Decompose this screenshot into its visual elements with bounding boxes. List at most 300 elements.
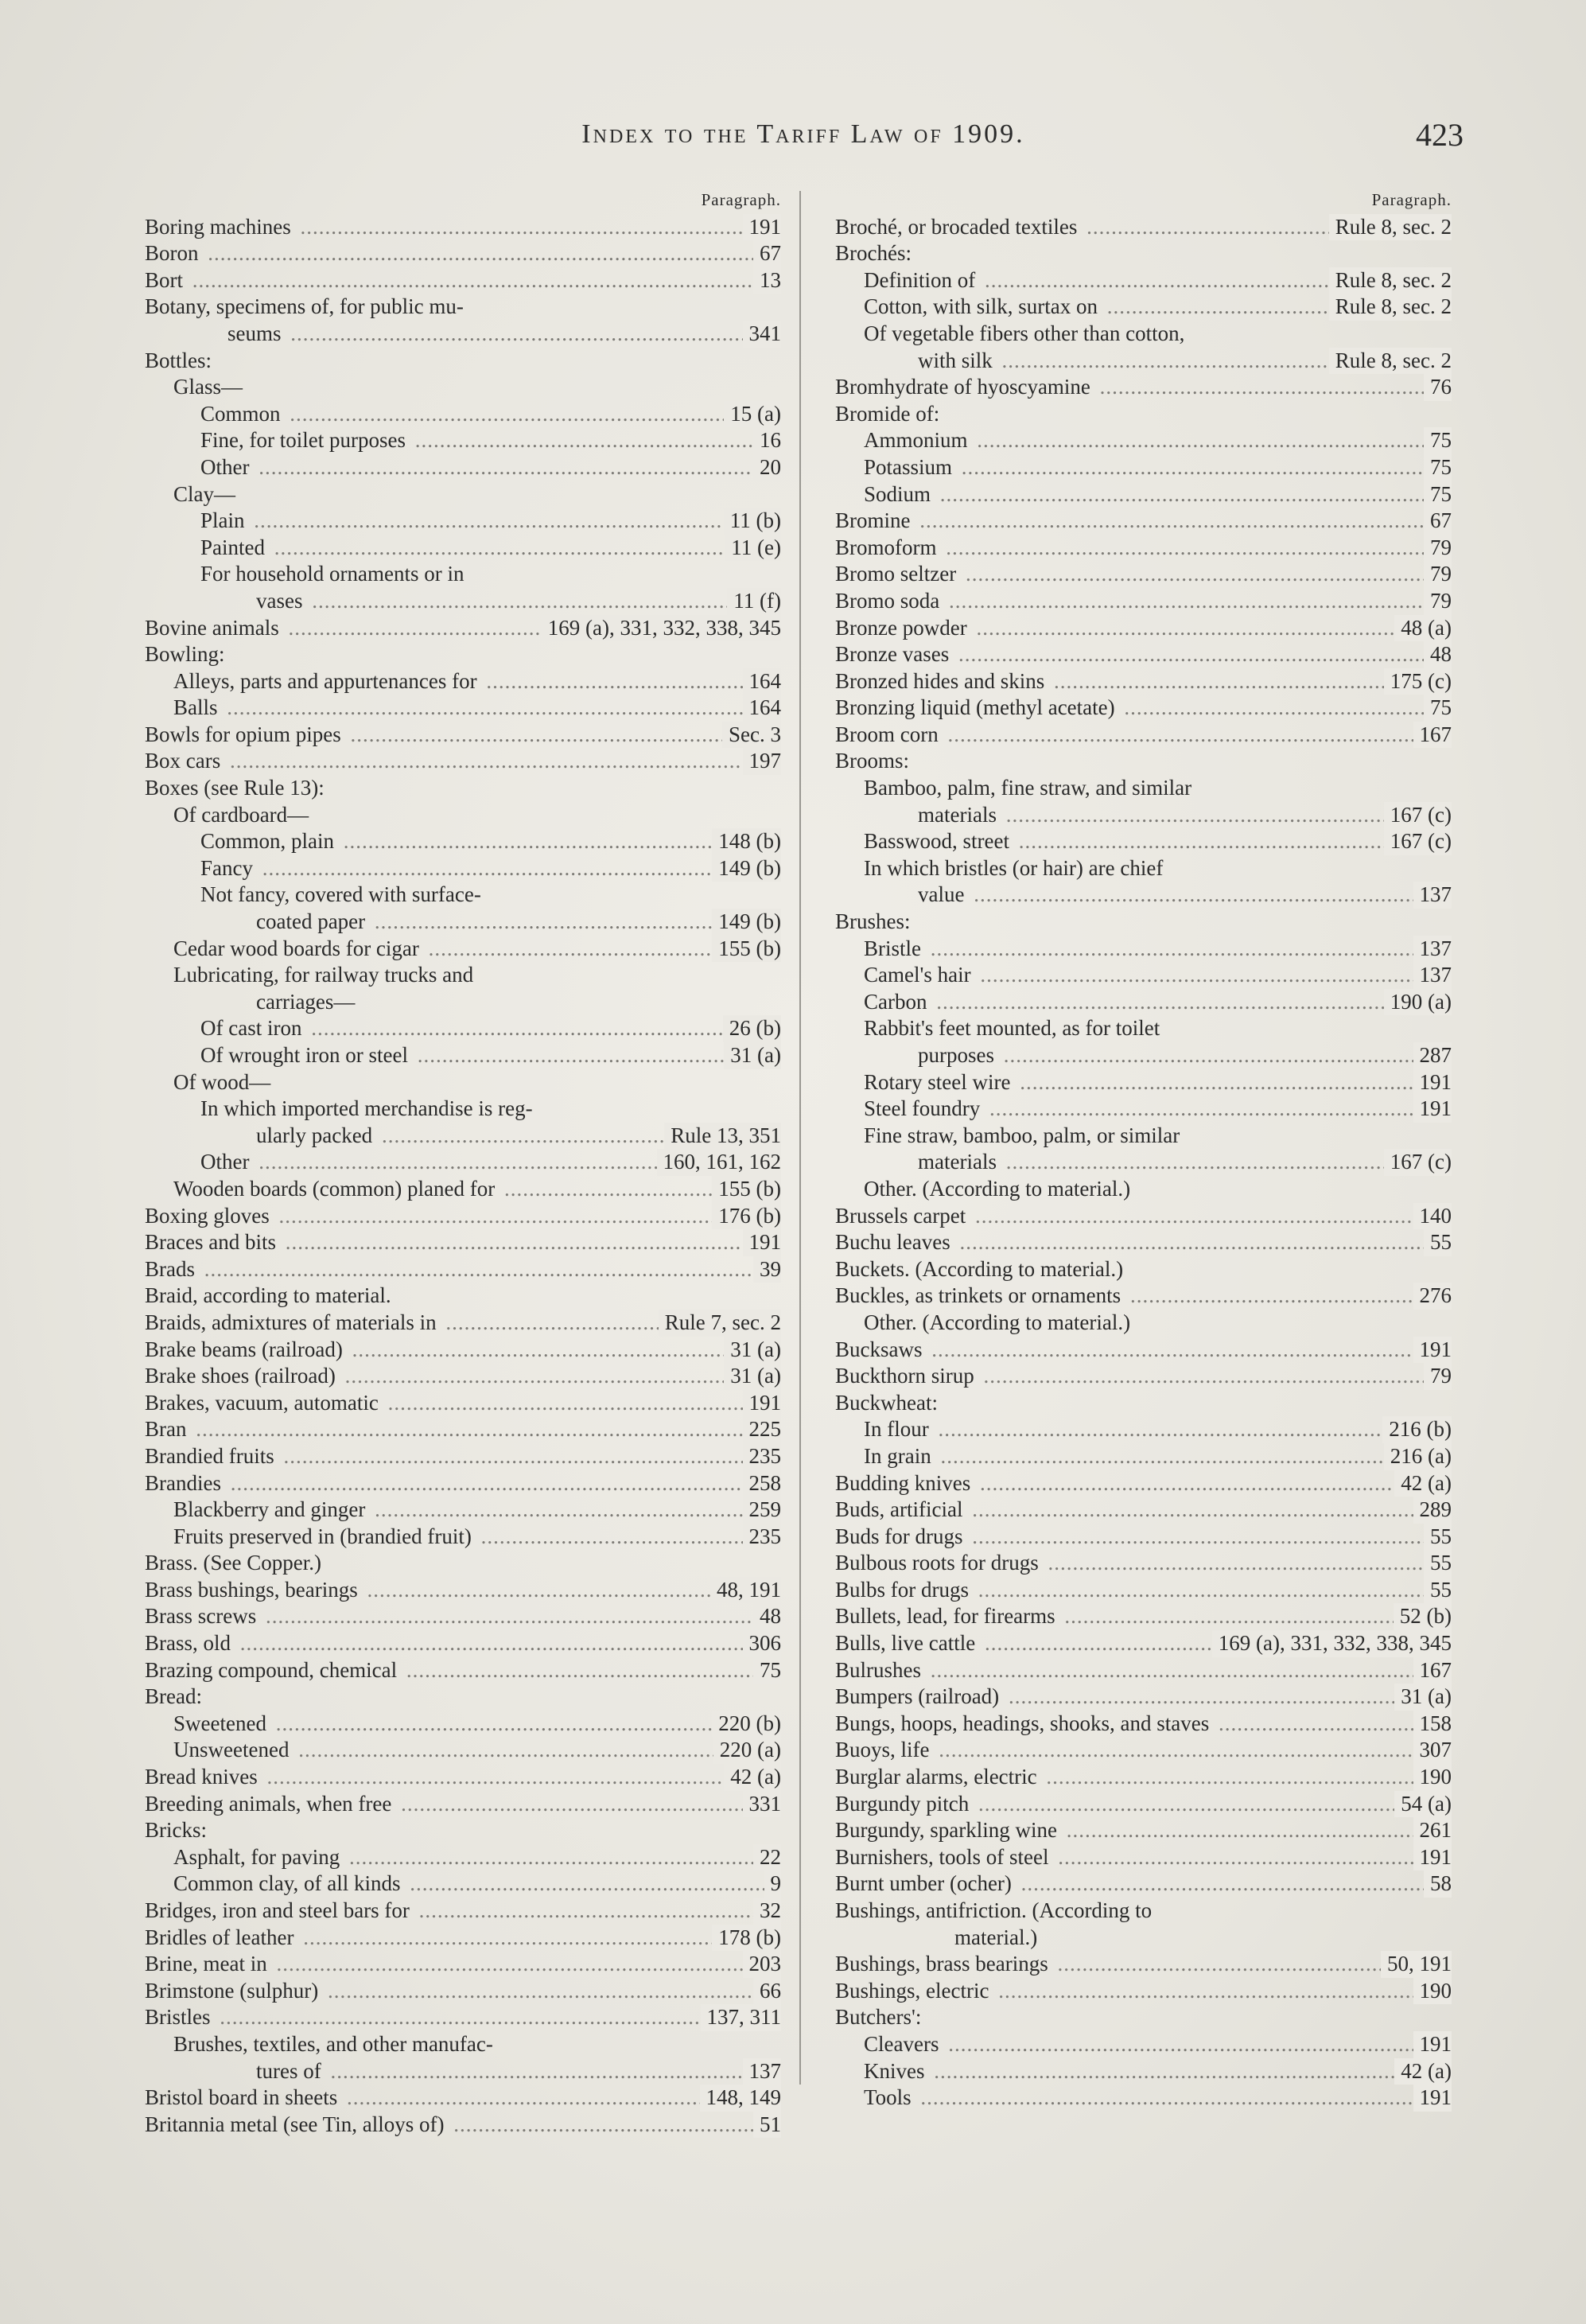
index-entry bbox=[145, 2004, 781, 2031]
index-entry-label: Burnt umber (ocher) bbox=[835, 1871, 1012, 1896]
index-entry-label: Balls bbox=[173, 695, 218, 720]
index-entry bbox=[145, 1791, 781, 1818]
index-entry-label: Brushes: bbox=[835, 909, 911, 934]
index-entry-paragraph: 137 bbox=[1413, 936, 1452, 963]
index-entry-label: Boron bbox=[145, 241, 199, 266]
index-entry bbox=[145, 240, 781, 267]
index-entry-label: Of wrought iron or steel bbox=[200, 1043, 408, 1067]
index-entry bbox=[835, 294, 1452, 321]
index-entry bbox=[145, 695, 781, 722]
index-entry-label: Cleavers bbox=[864, 2031, 939, 2056]
index-entry-paragraph: 31 (a) bbox=[724, 1337, 781, 1364]
index-entry-label: Rotary steel wire bbox=[864, 1069, 1011, 1094]
index-entry bbox=[835, 454, 1452, 481]
index-entry bbox=[145, 1390, 781, 1417]
index-entry-paragraph: 75 bbox=[1424, 481, 1452, 508]
index-entry-label: Brimstone (sulphur) bbox=[145, 1978, 319, 2003]
index-entry bbox=[145, 1898, 781, 1925]
index-entry-label: Glass— bbox=[173, 375, 243, 399]
index-entry-paragraph: 48 bbox=[753, 1603, 781, 1630]
index-entry-label: Brandied fruits bbox=[145, 1443, 274, 1468]
index-entry-label: Bran bbox=[145, 1417, 187, 1442]
index-entry bbox=[145, 1817, 781, 1844]
index-entry-paragraph: 13 bbox=[753, 267, 781, 294]
index-entry bbox=[835, 1443, 1452, 1470]
index-entry-label: Braces and bits bbox=[145, 1230, 276, 1255]
index-entry bbox=[835, 1203, 1452, 1230]
index-entry bbox=[145, 1711, 781, 1738]
index-entry-label: Sweetened bbox=[173, 1711, 266, 1735]
index-entry-label: Brandies bbox=[145, 1470, 221, 1495]
index-entry bbox=[145, 1176, 781, 1203]
index-entry-label: Brass bushings, bearings bbox=[145, 1577, 358, 1602]
index-entry bbox=[145, 1870, 781, 1898]
index-entry bbox=[835, 989, 1452, 1016]
index-entry-paragraph: 190 (a) bbox=[1384, 989, 1452, 1016]
index-entry-paragraph: 220 (a) bbox=[713, 1737, 781, 1764]
index-entry bbox=[835, 1256, 1452, 1283]
index-entry bbox=[835, 588, 1452, 615]
index-entry-paragraph: 31 (a) bbox=[724, 1042, 781, 1069]
index-entry-label: Cotton, with silk, surtax on bbox=[864, 294, 1098, 319]
index-entry-paragraph: 42 (a) bbox=[724, 1764, 781, 1791]
index-entry-label: Boxing gloves bbox=[145, 1203, 270, 1228]
index-entry-label: Bronze vases bbox=[835, 642, 950, 667]
index-entry bbox=[835, 401, 1452, 428]
index-entry bbox=[145, 1951, 781, 1978]
index-entry-paragraph: 20 bbox=[753, 454, 781, 481]
index-entry bbox=[835, 2085, 1452, 2112]
index-entry-paragraph: Rule 7, sec. 2 bbox=[659, 1310, 781, 1337]
index-entry-label: Wooden boards (common) planed for bbox=[173, 1176, 496, 1201]
index-entry bbox=[145, 1978, 781, 2005]
index-entry-paragraph: 75 bbox=[1424, 427, 1452, 454]
index-entry-paragraph: 149 (b) bbox=[712, 909, 781, 936]
index-entry bbox=[145, 1015, 781, 1042]
index-entry bbox=[145, 508, 781, 535]
index-entry-label: Plain bbox=[200, 508, 245, 533]
index-entry-paragraph: 155 (b) bbox=[712, 936, 781, 963]
index-entry-paragraph: 191 bbox=[1413, 1844, 1452, 1871]
index-entry-paragraph: 22 bbox=[753, 1844, 781, 1871]
index-entry-label: Braids, admixtures of materials in bbox=[145, 1310, 437, 1334]
index-entry-label: Boring machines bbox=[145, 214, 291, 239]
index-entry-label: Bottles: bbox=[145, 348, 212, 372]
index-entry-label: Alleys, parts and appurtenances for bbox=[173, 668, 477, 693]
index-entry-paragraph: 55 bbox=[1424, 1229, 1452, 1256]
index-entry bbox=[145, 1737, 781, 1764]
index-entry-paragraph: 48 (a) bbox=[1394, 615, 1452, 642]
index-entry bbox=[145, 855, 781, 882]
index-entry-paragraph: 149 (b) bbox=[712, 855, 781, 882]
index-entry-label: Fancy bbox=[200, 855, 253, 880]
index-entry bbox=[835, 1711, 1452, 1738]
index-entry bbox=[145, 748, 781, 775]
index-entry-label: vases bbox=[256, 588, 303, 613]
index-entry-paragraph: 155 (b) bbox=[712, 1176, 781, 1203]
index-entry-label: Bromide of: bbox=[835, 401, 940, 426]
index-entry bbox=[145, 561, 781, 588]
index-entry-paragraph: 191 bbox=[1413, 2085, 1452, 2112]
index-entry-label: Bridges, iron and steel bars for bbox=[145, 1898, 410, 1922]
index-entry-paragraph: 11 (f) bbox=[727, 588, 781, 615]
index-entry-paragraph: 169 (a), 331, 332, 338, 345 bbox=[1212, 1630, 1452, 1657]
index-entry bbox=[145, 1363, 781, 1390]
index-entry-paragraph: 167 bbox=[1413, 1657, 1452, 1684]
index-entry-label: Camel's hair bbox=[864, 963, 971, 987]
index-entry-label: Bulbous roots for drugs bbox=[835, 1551, 1039, 1575]
index-entry bbox=[145, 641, 781, 668]
index-entry bbox=[145, 2085, 781, 2112]
index-entry-label: Carbon bbox=[864, 989, 927, 1014]
index-column-right bbox=[835, 187, 1452, 2112]
index-entry bbox=[145, 1416, 781, 1443]
index-entry bbox=[145, 1123, 781, 1150]
index-entry-paragraph: 287 bbox=[1413, 1042, 1452, 1069]
index-entry bbox=[835, 1069, 1452, 1096]
index-entry-label: Buds, artificial bbox=[835, 1497, 963, 1522]
index-entry-paragraph: 220 (b) bbox=[712, 1711, 781, 1738]
index-entry-label: Bushings, electric bbox=[835, 1978, 989, 2003]
index-entry bbox=[835, 535, 1452, 562]
index-entry-paragraph: 48 bbox=[1424, 641, 1452, 668]
index-entry bbox=[835, 2031, 1452, 2058]
index-entry bbox=[835, 2058, 1452, 2085]
index-entry-label: Of cast iron bbox=[200, 1016, 302, 1041]
index-entry-label: Brushes, textiles, and other manufac- bbox=[173, 2031, 493, 2056]
index-entry bbox=[835, 321, 1452, 348]
index-entry-label: Unsweetened bbox=[173, 1738, 290, 1762]
index-entry-paragraph: 137, 311 bbox=[701, 2004, 782, 2031]
column-heading: Paragraph. bbox=[1371, 190, 1452, 209]
index-entry-label: Bromoform bbox=[835, 535, 937, 559]
index-entry-label: In flour bbox=[864, 1417, 929, 1442]
index-entry bbox=[145, 962, 781, 989]
index-entry bbox=[145, 1096, 781, 1123]
index-entry-paragraph: 306 bbox=[743, 1630, 782, 1657]
index-entry-paragraph: 137 bbox=[1413, 962, 1452, 989]
index-entry bbox=[145, 615, 781, 642]
index-entry bbox=[145, 1684, 781, 1711]
index-entry bbox=[145, 1203, 781, 1230]
index-entry bbox=[145, 1443, 781, 1470]
index-entry bbox=[835, 374, 1452, 401]
index-entry-label: Braid, according to material. bbox=[145, 1283, 391, 1308]
index-entry-paragraph: 259 bbox=[743, 1497, 782, 1524]
index-entry bbox=[835, 1657, 1452, 1684]
index-entry bbox=[835, 1229, 1452, 1256]
index-entry-paragraph: 58 bbox=[1424, 1870, 1452, 1898]
index-entry-label: Buckles, as trinkets or ornaments bbox=[835, 1283, 1121, 1308]
index-entry-label: Ammonium bbox=[864, 428, 968, 453]
index-entry bbox=[145, 1925, 781, 1952]
index-entry bbox=[145, 454, 781, 481]
index-entry bbox=[835, 828, 1452, 855]
index-entry-paragraph: 140 bbox=[1413, 1203, 1452, 1230]
index-entry bbox=[835, 1042, 1452, 1069]
index-entry-paragraph: 158 bbox=[1413, 1711, 1452, 1738]
index-entry-label: Of vegetable fibers other than cotton, bbox=[864, 321, 1185, 345]
index-entry bbox=[835, 1123, 1452, 1150]
index-entry bbox=[835, 1096, 1452, 1123]
index-entry-label: Basswood, street bbox=[864, 829, 1009, 854]
index-entry-label: Sodium bbox=[864, 481, 931, 506]
index-entry-paragraph: 216 (a) bbox=[1384, 1443, 1452, 1470]
index-entry bbox=[145, 1283, 781, 1310]
index-entry-paragraph: 191 bbox=[743, 1390, 782, 1417]
index-entry-label: Steel foundry bbox=[864, 1096, 981, 1121]
index-entry-paragraph: 26 (b) bbox=[723, 1015, 781, 1042]
index-entry-paragraph: 75 bbox=[1424, 695, 1452, 722]
index-entry bbox=[145, 1042, 781, 1069]
index-entry-label: Rabbit's feet mounted, as for toilet bbox=[864, 1016, 1160, 1041]
index-entry-paragraph: 175 (c) bbox=[1384, 668, 1452, 695]
index-entry-paragraph: 191 bbox=[1413, 1337, 1452, 1364]
index-entry-paragraph: 164 bbox=[743, 668, 782, 695]
index-entry-paragraph: Rule 8, sec. 2 bbox=[1329, 348, 1452, 375]
index-entry bbox=[145, 588, 781, 615]
index-entry-paragraph: 79 bbox=[1424, 1363, 1452, 1390]
index-entry-label: Bullets, lead, for firearms bbox=[835, 1604, 1055, 1629]
index-entry-label: Buckets. (According to material.) bbox=[835, 1256, 1124, 1281]
index-entry-label: Bamboo, palm, fine straw, and similar bbox=[864, 776, 1192, 800]
index-entry-label: Buckwheat: bbox=[835, 1390, 938, 1415]
index-entry-label: Brake beams (railroad) bbox=[145, 1337, 343, 1361]
index-entry bbox=[145, 882, 781, 909]
index-entry-paragraph: 42 (a) bbox=[1394, 2058, 1452, 2085]
index-entry-paragraph: 276 bbox=[1413, 1283, 1452, 1310]
index-entry bbox=[145, 1630, 781, 1657]
index-entry-paragraph: 235 bbox=[743, 1524, 782, 1551]
index-entry-label: Butchers': bbox=[835, 2005, 922, 2030]
index-entry bbox=[145, 1657, 781, 1684]
index-entry-paragraph: 203 bbox=[743, 1951, 782, 1978]
index-entry-paragraph: 176 (b) bbox=[712, 1203, 781, 1230]
index-entry bbox=[145, 535, 781, 562]
index-entry-label: Brass screws bbox=[145, 1604, 257, 1629]
index-entry-label: Burglar alarms, electric bbox=[835, 1765, 1037, 1789]
index-entry-label: Brake shoes (railroad) bbox=[145, 1364, 336, 1388]
index-entry-label: Other. (According to material.) bbox=[864, 1176, 1131, 1201]
index-entry bbox=[835, 1524, 1452, 1551]
index-entry-label: Botany, specimens of, for public mu- bbox=[145, 294, 464, 319]
index-entry bbox=[835, 1497, 1452, 1524]
index-entry-paragraph: 55 bbox=[1424, 1577, 1452, 1604]
index-entry bbox=[835, 775, 1452, 802]
index-entry-label: Buoys, life bbox=[835, 1738, 930, 1762]
index-entry-label: Common bbox=[200, 401, 281, 426]
index-entry bbox=[145, 294, 781, 321]
index-entry bbox=[835, 1176, 1452, 1203]
index-entry-paragraph: 51 bbox=[753, 2112, 781, 2139]
index-entry-paragraph: 55 bbox=[1424, 1550, 1452, 1577]
index-entry-label: Bristol board in sheets bbox=[145, 2085, 338, 2110]
index-entry-label: Budding knives bbox=[835, 1470, 971, 1495]
index-entry-paragraph: 167 (c) bbox=[1384, 802, 1452, 829]
index-entry bbox=[835, 855, 1452, 882]
index-entry-label: Bronzed hides and skins bbox=[835, 668, 1045, 693]
index-entry-label: Bowling: bbox=[145, 642, 225, 667]
index-entry-label: Common clay, of all kinds bbox=[173, 1871, 401, 1896]
index-entry bbox=[835, 508, 1452, 535]
index-entry-paragraph: 79 bbox=[1424, 588, 1452, 615]
index-entry-paragraph: 16 bbox=[753, 427, 781, 454]
index-entry-paragraph: 55 bbox=[1424, 1524, 1452, 1551]
index-entry-label: Burgundy, sparkling wine bbox=[835, 1818, 1057, 1843]
index-entry bbox=[145, 722, 781, 749]
index-entry-paragraph: 32 bbox=[753, 1898, 781, 1925]
index-entry bbox=[145, 909, 781, 936]
index-entry-label: Bromhydrate of hyoscyamine bbox=[835, 375, 1090, 399]
index-entry-label: Common, plain bbox=[200, 829, 334, 854]
running-header bbox=[143, 119, 1464, 167]
index-entry-paragraph: 258 bbox=[743, 1470, 782, 1497]
index-entry bbox=[835, 1577, 1452, 1604]
index-entry-label: Fine straw, bamboo, palm, or similar bbox=[864, 1123, 1180, 1147]
index-entry bbox=[835, 481, 1452, 508]
index-entry-paragraph: 261 bbox=[1413, 1817, 1452, 1844]
index-entry-paragraph: 191 bbox=[743, 214, 782, 241]
index-entry bbox=[145, 775, 781, 802]
index-entry-label: Britannia metal (see Tin, alloys of) bbox=[145, 2112, 445, 2136]
index-entry-paragraph: 67 bbox=[753, 240, 781, 267]
index-entry-label: Brussels carpet bbox=[835, 1203, 966, 1228]
index-entry-paragraph: 167 (c) bbox=[1384, 828, 1452, 855]
index-entry-paragraph: 67 bbox=[1424, 508, 1452, 535]
index-entry bbox=[835, 1870, 1452, 1898]
index-entry-paragraph: Rule 8, sec. 2 bbox=[1329, 267, 1452, 294]
index-entry bbox=[835, 1363, 1452, 1390]
index-entry-paragraph: 190 bbox=[1413, 1764, 1452, 1791]
index-entry bbox=[145, 1603, 781, 1630]
index-entry-label: Bromo soda bbox=[835, 588, 940, 613]
index-entry bbox=[835, 1791, 1452, 1818]
index-entry bbox=[145, 401, 781, 428]
index-entry-label: Of wood— bbox=[173, 1069, 271, 1094]
index-entry bbox=[835, 909, 1452, 936]
index-entry bbox=[835, 267, 1452, 294]
index-entry-paragraph: 148 (b) bbox=[712, 828, 781, 855]
index-entry-label: Broché, or brocaded textiles bbox=[835, 214, 1078, 239]
index-entry-paragraph: 289 bbox=[1413, 1497, 1452, 1524]
index-entry bbox=[835, 722, 1452, 749]
index-entry-paragraph: Sec. 3 bbox=[722, 722, 781, 749]
index-entry-paragraph: 52 (b) bbox=[1394, 1603, 1452, 1630]
index-entry-paragraph: Rule 13, 351 bbox=[664, 1123, 781, 1150]
index-entry-label: For household ornaments or in bbox=[200, 562, 465, 586]
index-entry-paragraph: 191 bbox=[1413, 1069, 1452, 1096]
index-entry-label: Bushings, brass bearings bbox=[835, 1952, 1048, 1976]
index-entry bbox=[145, 321, 781, 348]
index-entry-paragraph: 235 bbox=[743, 1443, 782, 1470]
index-entry-paragraph: 48, 191 bbox=[710, 1577, 781, 1604]
index-entry bbox=[145, 989, 781, 1016]
index-entry-paragraph: 9 bbox=[764, 1870, 782, 1898]
index-entry-label: materials bbox=[918, 802, 997, 827]
index-entry-label: Buchu leaves bbox=[835, 1230, 950, 1255]
index-entry bbox=[145, 2112, 781, 2139]
index-entry bbox=[145, 1550, 781, 1577]
index-entry-label: Brakes, vacuum, automatic bbox=[145, 1390, 379, 1415]
index-entry-paragraph: Rule 8, sec. 2 bbox=[1329, 214, 1452, 241]
index-column-left bbox=[145, 187, 781, 2138]
index-entry-label: material.) bbox=[954, 1925, 1038, 1949]
index-entry-label: Buckthorn sirup bbox=[835, 1364, 974, 1388]
index-entry bbox=[145, 1524, 781, 1551]
index-entry bbox=[835, 668, 1452, 695]
index-entry bbox=[835, 1737, 1452, 1764]
index-entry-paragraph: 11 (b) bbox=[724, 508, 781, 535]
index-entry bbox=[145, 1470, 781, 1497]
index-entry-label: Blackberry and ginger bbox=[173, 1497, 366, 1522]
index-entry bbox=[145, 427, 781, 454]
index-entry-paragraph: 66 bbox=[753, 1978, 781, 2005]
index-entry-paragraph: 137 bbox=[743, 2058, 782, 2085]
index-entry bbox=[145, 2058, 781, 2085]
index-entry-paragraph: 191 bbox=[1413, 2031, 1452, 2058]
index-entry-label: Knives bbox=[864, 2058, 925, 2083]
column-divider bbox=[799, 191, 801, 2085]
index-entry bbox=[835, 348, 1452, 375]
index-entry bbox=[145, 267, 781, 294]
index-entry-paragraph: 225 bbox=[743, 1416, 782, 1443]
index-entry-label: materials bbox=[918, 1150, 997, 1174]
index-entry-paragraph: 197 bbox=[743, 748, 782, 775]
index-entry bbox=[835, 695, 1452, 722]
index-entry-label: Bungs, hoops, headings, shooks, and staves bbox=[835, 1711, 1210, 1735]
index-entry-label: Brochés: bbox=[835, 241, 912, 266]
index-entry-paragraph: 31 (a) bbox=[724, 1363, 781, 1390]
index-entry-paragraph: 178 (b) bbox=[712, 1925, 781, 1952]
index-entry-paragraph: 216 (b) bbox=[1382, 1416, 1452, 1443]
index-entry-label: Clay— bbox=[173, 481, 235, 506]
index-entry bbox=[835, 1844, 1452, 1871]
index-entry-label: Box cars bbox=[145, 749, 221, 773]
index-entry bbox=[835, 615, 1452, 642]
index-entry-label: Burgundy pitch bbox=[835, 1791, 970, 1816]
index-entry bbox=[835, 936, 1452, 963]
index-entry-paragraph: 42 (a) bbox=[1394, 1470, 1452, 1497]
index-entry-label: Not fancy, covered with surface- bbox=[200, 882, 481, 907]
index-entry bbox=[835, 1764, 1452, 1791]
index-entry-label: Breeding animals, when free bbox=[145, 1791, 392, 1816]
index-entry-label: Asphalt, for paving bbox=[173, 1844, 340, 1869]
index-entry-label: Broom corn bbox=[835, 722, 939, 746]
page-title: Index to the Tariff Law of 1909. bbox=[581, 119, 1025, 149]
index-entry-paragraph: 50, 191 bbox=[1381, 1951, 1452, 1978]
index-entry-paragraph: 148, 149 bbox=[700, 2085, 782, 2112]
index-entry-label: Bumpers (railroad) bbox=[835, 1684, 1000, 1709]
index-entries-left bbox=[145, 214, 781, 2139]
index-entry-paragraph: 76 bbox=[1424, 374, 1452, 401]
index-entry-label: Brass, old bbox=[145, 1631, 231, 1656]
index-entry-label: Cedar wood boards for cigar bbox=[173, 936, 419, 960]
column-heading: Paragraph. bbox=[701, 190, 781, 209]
index-entry-label: Bulls, live cattle bbox=[835, 1631, 976, 1656]
index-entry-label: value bbox=[918, 882, 965, 907]
index-entry bbox=[145, 1229, 781, 1256]
index-entry-label: with silk bbox=[918, 348, 993, 372]
index-entry-label: Brine, meat in bbox=[145, 1952, 267, 1976]
index-entry-label: Bucksaws bbox=[835, 1337, 923, 1361]
index-entry-paragraph: 31 (a) bbox=[1394, 1684, 1452, 1711]
index-entry-label: Bricks: bbox=[145, 1818, 207, 1843]
index-entry-paragraph: 341 bbox=[743, 321, 782, 348]
index-entry bbox=[835, 240, 1452, 267]
index-entry bbox=[835, 1416, 1452, 1443]
index-entry-label: Other bbox=[200, 1150, 250, 1174]
index-entry-paragraph: 39 bbox=[753, 1256, 781, 1283]
